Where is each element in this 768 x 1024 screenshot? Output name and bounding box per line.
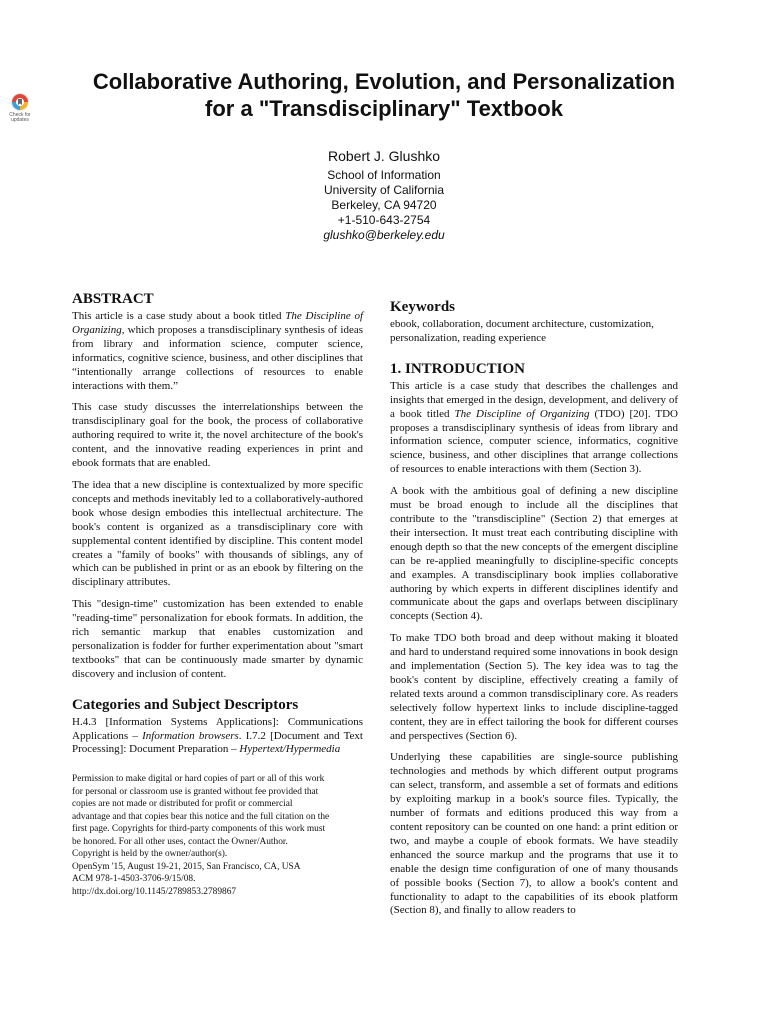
copyright-line: OpenSym '15, August 19-21, 2015, San Francisco, CA, USA xyxy=(72,861,301,872)
copyright-line: be honored. For all other uses, contact the Owner/Author. xyxy=(72,836,288,847)
check-for-updates-badge[interactable] xyxy=(6,92,34,126)
keywords-text: ebook, collaboration, document architecture, customization, personalization, reading experience xyxy=(390,318,654,344)
copyright-line: Permission to make digital or hard copies of part or all of this work xyxy=(72,774,325,785)
author-email[interactable]: glushko@berkeley.edu xyxy=(323,228,445,242)
introduction-heading: 1. INTRODUCTION xyxy=(390,360,526,377)
copyright-line: ACM 978-1-4503-3706-9/15/08. xyxy=(72,874,196,885)
abstract-heading: ABSTRACT xyxy=(72,291,154,307)
keywords-heading: Keywords xyxy=(390,299,455,315)
author-city: Berkeley, CA 94720 xyxy=(331,198,437,212)
title-line-1: Collaborative Authoring, Evolution, and Personalization xyxy=(92,69,676,94)
left-column xyxy=(72,290,363,898)
author-university: University of California xyxy=(323,183,445,197)
author-name: Robert J. Glushko xyxy=(327,148,441,164)
paper-title xyxy=(60,68,708,122)
introduction-paragraph-4: Underlying these capabilities are single-source publishing technologies and methods by which different output programs can select, transform, and assemble a set of formats and editions by exploiting markup in a book's source files. Typically, the number of formats and editions produced this way from a content repository can be counted on one hand: a print edition or two, and maybe a couple of ebook formats. We have steadily enhanced the source markup and the programs that use it to enable the design time configuration of one of many thousands of possible books (Section 7), to allow a book's content and functionality to adapt to the capabilities of its ebook platform (Section 8), and finally to allow readers to xyxy=(390,751,678,917)
author-department: School of Information xyxy=(327,168,441,182)
badge-label: Check for updates xyxy=(9,112,31,123)
copyright-line: copies are not made or distributed for profit or commercial xyxy=(72,799,293,810)
crossmark-icon xyxy=(10,92,30,112)
right-column xyxy=(390,298,678,926)
abstract-paragraph-3: The idea that a new discipline is contextualized by more specific concepts and methods inevitably led to a collaboratively-authored book whose design embodies this intellectual architecture. The book's content is organized as a transdisciplinary core with supplemental content identified by discipline. This content model creates a "family of books" with thousands of siblings, any of which can be published in print or as an ebook by filtering on the disciplinary attributes. xyxy=(72,478,363,589)
introduction-paragraph-3: To make TDO both broad and deep without making it bloated and hard to understand required some innovations in book design and implementation (Section 5). The key idea was to tag the book's content by discipline, effectively creating a family of related texts around a common transdisciplinary core. As readers selectively follow hypertext links to include discipline-tagged content, they are in effect tailoring the book for different courses and perspectives (Section 6). xyxy=(390,632,678,742)
introduction-paragraph-1: This article is a case study that describes the challenges and insights that emerged in the design, development, and delivery of a book titled The Discipline of Organizing (TDO) [20]. TDO proposes a transdisciplinary synthesis of ideas from library and information science, computer science, informatics, cognitive science, business, and other disciplines that arrange collections of resources to enable interactions with them (Section 3). xyxy=(390,379,678,476)
categories-text: H.4.3 [Information Systems Applications]: Communications Applications – Information browsers. I.7.2 [Document and Text Processing]: Document Preparation – Hypertext/Hypermedia xyxy=(72,715,363,756)
abstract-paragraph-4: This "design-time" customization has been extended to enable "reading-time" personalization for ebook formats. In addition, the rich semantic markup that enables customization and personalization is fodder for further experimentation about "smart textbooks" that can be continuously made smarter by dynamic discovery and inclusion of content. xyxy=(72,598,363,680)
abstract-paragraph-2: This case study discusses the interrelationships between the transdisciplinary goal for the book, the process of collaborative authoring required to write it, the novel architecture of the book's content, and the innovative reading experiences in print and ebook formats that are enabled. xyxy=(72,401,363,470)
author-phone: +1-510-643-2754 xyxy=(337,213,431,227)
title-line-2: for a "Transdisciplinary" Textbook xyxy=(205,96,563,121)
author-block xyxy=(234,148,534,243)
introduction-paragraph-2: A book with the ambitious goal of defining a new discipline must be broad enough to include all the disciplines that contribute to the "transdiscipline" (Section 2) that emerges at their intersection. It must treat each contributing discipline with enough depth so that the new concepts of the emergent discipline can be re-applied meaningfully to discipline-specific concepts and examples. A transdisciplinary book implies collaborative authoring by which experts in different disciplines identify and communicate about the gaps and overlaps between disciplinary concepts (Section 4). xyxy=(390,485,678,623)
abstract-paragraph-1: This article is a case study about a book titled The Discipline of Organizing, which proposes a transdisciplinary synthesis of ideas from library and information science, computer science, informatics, cognitive science, business, and other disciplines that “intentionally arrange collections of resources to enable interactions with them.” xyxy=(72,310,363,392)
copyright-notice xyxy=(72,773,363,898)
copyright-line: first page. Copyrights for third-party components of this work must xyxy=(72,824,326,835)
copyright-line: for personal or classroom use is granted without fee provided that xyxy=(72,786,319,797)
copyright-line: advantage and that copies bear this notice and the full citation on the xyxy=(72,811,330,822)
doi-link[interactable]: http://dx.doi.org/10.1145/2789853.2789867 xyxy=(72,886,237,897)
copyright-line: Copyright is held by the owner/author(s). xyxy=(72,849,228,860)
categories-heading: Categories and Subject Descriptors xyxy=(72,696,299,713)
